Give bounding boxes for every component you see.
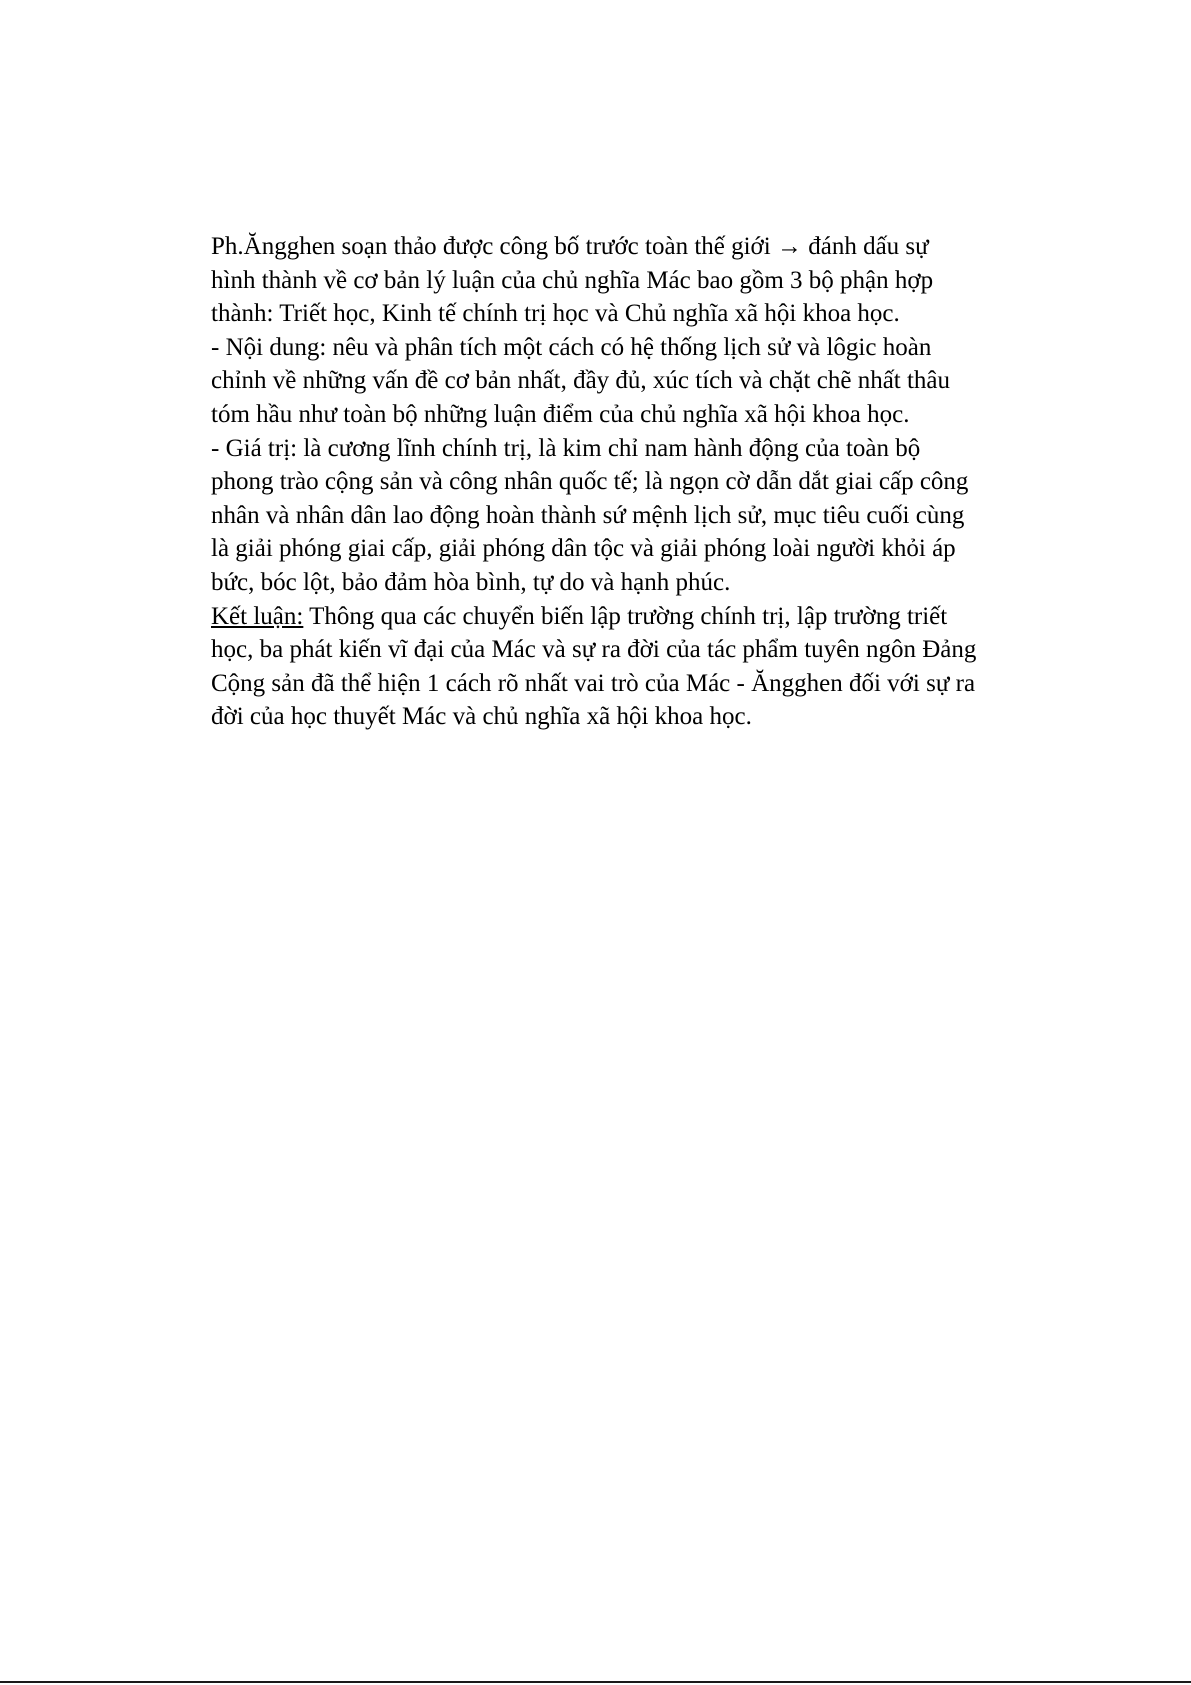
text-line: nhân và nhân dân lao động hoàn thành sứ mệnh lịch sử, mục tiêu cuối cùng (211, 501, 965, 529)
text-line: đời của học thuyết Mác và chủ nghĩa xã hội khoa học. (211, 703, 752, 731)
text-line: tóm hầu như toàn bộ những luận điểm của chủ nghĩa xã hội khoa học. (211, 400, 910, 428)
conclusion-label: Kết luận: (211, 602, 304, 630)
text-line: Cộng sản đã thể hiện 1 cách rõ nhất vai trò của Mác - Ăngghen đối với sự ra (211, 669, 976, 697)
text-line: hình thành về cơ bản lý luận của chủ nghĩa Mác bao gồm 3 bộ phận hợp (211, 266, 934, 294)
body-text (211, 230, 1061, 734)
text-line: - Giá trị: là cương lĩnh chính trị, là kim chỉ nam hành động của toàn bộ (211, 434, 921, 462)
text-line: học, ba phát kiến vĩ đại của Mác và sự ra đời của tác phẩm tuyên ngôn Đảng (211, 636, 977, 664)
text-line: thành: Triết học, Kinh tế chính trị học và Chủ nghĩa xã hội khoa học. (211, 300, 900, 328)
conclusion-text: Thông qua các chuyển biến lập trường chính trị, lập trường triết (303, 602, 948, 630)
text-line: là giải phóng giai cấp, giải phóng dân tộc và giải phóng loài người khỏi áp (211, 535, 956, 563)
text-line: bức, bóc lột, bảo đảm hòa bình, tự do và hạnh phúc. (211, 568, 731, 596)
bottom-divider (0, 1681, 1191, 1683)
text-line: phong trào cộng sản và công nhân quốc tế; là ngọn cờ dẫn dắt giai cấp công (211, 468, 969, 496)
conclusion-line (211, 600, 1061, 634)
text-line: chỉnh về những vấn đề cơ bản nhất, đầy đủ, xúc tích và chặt chẽ nhất thâu (211, 367, 951, 395)
text-line: Ph.Ăngghen soạn thảo được công bố trước toàn thế giới → đánh dấu sự (211, 233, 929, 260)
text-line: - Nội dung: nêu và phân tích một cách có hệ thống lịch sử và lôgic hoàn (211, 333, 932, 361)
